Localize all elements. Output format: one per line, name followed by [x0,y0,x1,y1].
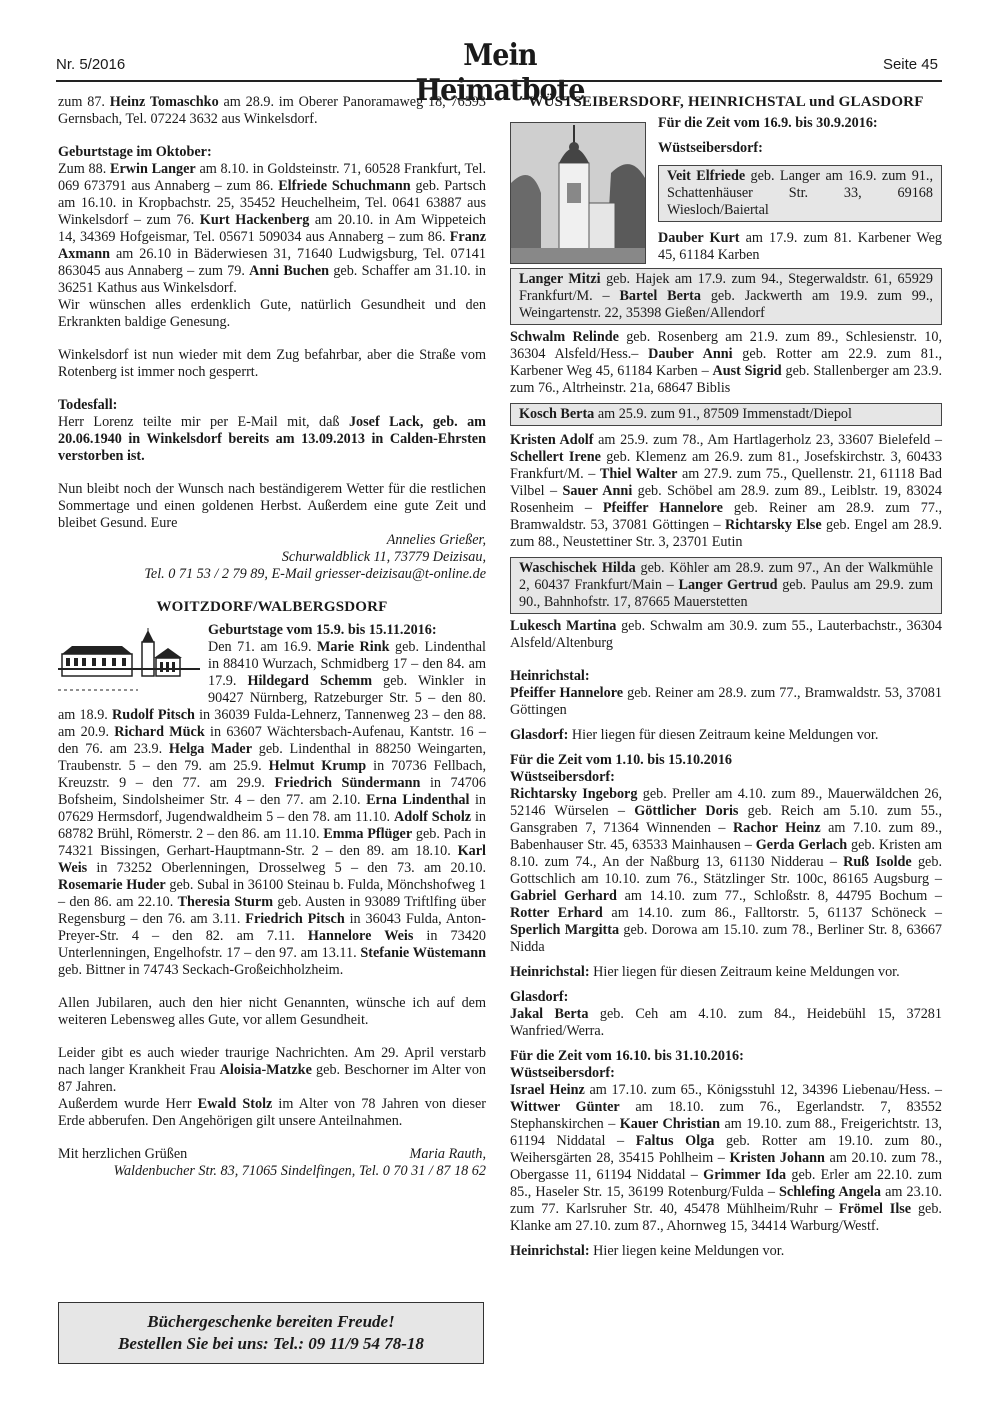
person-name: Aloisia-Matzke [219,1062,312,1078]
death-notice [58,414,486,465]
person-name: Helmut Krump [268,758,367,774]
text-fragment: am 23.10. zum 77. Karlsruher Str. 40, 45478 Mühlheim/Ruhr – [510,1184,943,1217]
person-name: Heinrichstal: [510,1243,590,1259]
person-name: Glasdorf: [510,727,569,743]
text-fragment: geb. Ceh am 4.10. zum 84., Heidebühl 15, 37281 Wanfried/Werra. [510,1006,942,1039]
issue-number: Nr. 5/2016 [56,56,126,73]
entry [510,1006,942,1040]
person-name: Ruß Isolde [843,854,912,870]
text-fragment: geb. Rosenberg am 21.9. zum 89., Schlesienstr. 10, 36304 Alsfeld/Hess.– [510,329,942,362]
text-fragment: geb. Engel am 28.9. zum 88., Neustettiner Str. 3, 23701 Eutin [510,517,942,550]
person-name: Helga Mader [168,741,253,757]
text-fragment: geb. Jackwerth am 19.9. zum 99., Weingartenstr. 22, 35398 Gießen/Allendorf [519,288,933,321]
sad-news [58,1045,486,1096]
village-heading: Wüstseibersdorf: [658,140,763,156]
text-fragment: geb. Schwalm am 30.9. zum 55., Lauterbachstr., 36304 Alsfeld/Altenburg [510,618,942,651]
entry [658,230,942,264]
text-fragment: geb. Schöbel am 28.9. zum 89., Leiblstr. 19, 83024 Rosenheim – [510,483,943,516]
text-fragment: geb. Pach in 74321 Bissingen, Gerhart-Hauptmann-Str. 2 – den 89. am 18.10. [58,826,486,859]
person-name: Göttlicher Doris [634,803,739,819]
highlight-box [510,268,942,325]
person-name: Erna Lindenthal [366,792,470,808]
glasdorf-note [510,727,942,744]
text-fragment: in 74706 Bofsheim, Sindolsheimer Str. 4 – den 77. am 2.10. [58,775,486,808]
text-fragment: geb. Reiner am 28.9. zum 77., Bramwaldstr. 53, 37081 Göttingen [510,685,942,718]
text-fragment: geb. Reiner am 28.9. zum 77., Bramwaldstr. 53, 37081 Göttingen – [510,500,943,533]
text-fragment: am 7.10. zum 89., Babenhauser Str. 45, 63533 Mainhausen – [510,820,943,853]
text-fragment: am 14.10. zum 77., Schloßstr. 8, 44795 Bochum – [616,888,942,904]
october-birthdays [58,161,486,297]
person-name: Theresia Sturm [177,894,274,910]
person-name: Heinz Tomaschko [109,94,219,110]
text-fragment: Leider gibt es auch wieder traurige Nachrichten. Am 29. April verstarb nach langer Krankheit Frau [58,1045,486,1078]
left-column [58,94,486,1180]
entry [510,432,942,551]
glasdorf-heading: Glasdorf: [510,989,569,1005]
highlight-box [510,557,942,614]
greeting-line [58,1146,486,1163]
text-fragment: am 26.10 in Bäderwiesen 31, 71640 Ludwigsburg, Tel. 07141 863045 aus Annaberg – zum 79. [58,246,486,279]
village-heading: Wüstseibersdorf: [510,1065,615,1081]
person-name: Friedrich Sündermann [274,775,421,791]
person-name: Marie Rink [317,639,390,655]
text-fragment: Zum 88. [58,161,110,177]
person-name: Dauber Kurt [658,230,740,246]
text-fragment: Herr Lorenz teilte mir per E-Mail mit, daß [58,414,349,430]
text-fragment: geb. Hajek am 17.9. zum 94., Stegerwaldstr. 61, 65929 Frankfurt/M. – [519,271,933,304]
right-column [510,94,942,1260]
person-name: Rudolf Pitsch [111,707,195,723]
text-fragment: geb. Klemenz am 26.9. zum 81., Josefskirchstr. 3, 60433 Frankfurt/M. – [510,449,943,482]
village-heading: Wüstseibersdorf: [510,769,615,785]
signature-address: Schurwaldblick 11, 73779 Deizisau, [281,549,486,565]
person-name: Veit Elfriede [667,168,746,184]
text-fragment: zum 87. [58,94,110,110]
text-fragment: geb. Köhler am 28.9. zum 97., An der Walkmühle 2, 60437 Frankfurt/Main – [519,560,934,593]
person-name: Karl Weis [58,843,486,876]
period-heading: Für die Zeit vom 16.10. bis 31.10.2016: [510,1048,744,1064]
person-name: Israel Heinz [510,1082,585,1098]
person-name: Elfriede Schuchmann [278,178,411,194]
right-title: WÜSTSEIBERSDORF, HEINRICHSTAL und GLASDORF [528,94,924,110]
text-fragment: in 73420 Unterlenningen, Engelhofstr. 17 – den 97. am 13.11. [58,928,487,961]
text-fragment: in 36043 Fulda, Anton-Preyer-Str. 4 – den 82. am 7.11. [58,911,487,944]
text-fragment: geb. Stallenberger am 23.9. zum 76., Altrheinstr. 21a, 68647 Biblis [510,363,943,396]
period-heading: Für die Zeit vom 16.9. bis 30.9.2016: [658,115,878,131]
person-name: Erwin Langer [110,161,196,177]
text-fragment: Hier liegen für diesen Zeitraum keine Meldungen vor. [589,964,900,980]
heinrichstal-note [510,964,942,981]
entry [510,329,942,397]
paragraph [58,94,486,128]
text-fragment: geb. Paulus am 29.9. zum 90., Bahnhofstr. 17, 87665 Mauerstetten [519,577,933,610]
person-name: Faltus Olga [635,1133,715,1149]
person-name: Hannelore Weis [307,928,414,944]
text-fragment: geb. Schaffer am 31.10. in 36251 Kathus aus Winkelsdorf. [58,263,486,296]
highlight-box [658,165,942,222]
text-fragment: am 28.9. im Oberer Panoramaweg 18, 76593 Gernsbach, Tel. 07224 3632 aus Winkelsdorf. [58,94,486,127]
text-fragment: geb. Klanke am 27.10. zum 87., Ahornweg 15, 34414 Warburg/Westf. [510,1201,942,1234]
person-name: Langer Mitzi [519,271,601,287]
person-name: Langer Gertrud [678,577,778,593]
promo-line-2: Bestellen Sie bei uns: Tel.: 09 11/9 54 78-18 [118,1334,424,1353]
text-fragment: Den 71. am 16.9. [208,639,318,655]
person-name: Gabriel Gerhard [510,888,617,904]
person-name: Pfeiffer Hannelore [602,500,723,516]
entry [510,618,942,652]
person-name: Aust Sigrid [712,363,782,379]
person-name: Waschischek Hilda [519,560,636,576]
person-name: Kristen Johann [729,1150,825,1166]
woitzdorf-heading: Geburtstage vom 15.9. bis 15.11.2016: [208,622,437,638]
text-fragment: Außerdem wurde Herr [58,1096,198,1112]
person-name: Friedrich Pitsch [245,911,345,927]
text-fragment: im Alter von 78 Jahren von dieser Erde abberufen. Den Angehörigen gilt unsere Anteilnahmen. [58,1096,486,1129]
signature-name: Annelies Grießer, [386,532,486,548]
text-fragment: in 68782 Brühl, Römerstr. 2 – den 86. am 11.10. [58,809,486,842]
person-name: Schellert Irene [510,449,601,465]
signature-name: Maria Rauth, [409,1146,486,1162]
text-fragment: am 25.9. zum 78., Am Hartlagerholz 23, 33607 Bielefeld – [593,432,943,448]
text-fragment: geb. Rotter am 19.10. zum 80., Weihersgärten 28, 35415 Pohlheim – [510,1133,942,1166]
person-name: Anni Buchen [249,263,330,279]
village-icon [58,628,200,692]
text-fragment: am 17.10. zum 65., Königsstuhl 12, 34396 Liebenau/Hess. – [584,1082,942,1098]
text-fragment: am 19.10. zum 88., Freigerichtstr. 13, 61194 Niddatal – [510,1116,942,1149]
person-name: Richard Mück [114,724,205,740]
text-fragment: in 36039 Fulda-Lehnerz, Tannenweg 23 – den 88. am 20.9. [58,707,487,740]
text-fragment: am 17.9. zum 81. Karbener Weg 45, 61184 Karben [658,230,943,263]
text-fragment: geb. Preller am 4.10. zum 89., Mauerwäldchen 26, 52146 Würselen – [510,786,942,819]
text-fragment: geb. Winkler in 90427 Nürnberg, Ratzeburger Str. 5 – den 80. am 18.9. [58,673,486,723]
text-fragment: geb. Lindenthal in 88250 Weingarten, Traubenstr. 5 – den 79. am 25.9. [58,741,487,774]
page-number: Seite 45 [882,56,938,73]
person-name: Grimmer Ida [703,1167,787,1183]
header-rule [56,80,942,82]
text-fragment: geb. Kristen am 8.10. zum 74., An der Naßburg 13, 61130 Nidderau – [510,837,943,870]
person-name: Richtarsky Else [725,517,822,533]
text-fragment: geb. Lindenthal in 88410 Wurzach, Schmidberg 17 – den 84. am 17.9. [208,639,486,689]
weather-wish: Nun bleibt noch der Wunsch nach beständigerem Wetter für die restlichen Sommertage und einen goldenen Herbst. Außerdem eine gute Zeit und bleibet Gesund. Eure [58,481,486,531]
person-name: Jakal Berta [510,1006,589,1022]
person-name: Josef Lack [348,414,420,430]
text-fragment: in 73252 Oberlenningen, Drosselweg 5 – den 73. am 20.10. [87,860,486,876]
text-fragment: am 8.10. in Goldsteinstr. 71, 60528 Frankfurt, Tel. 069 673791 aus Annaberg – zum 86. [58,161,486,194]
text-fragment: geb. Partsch am 16.10. in Kropbachstr. 25, 35452 Heuchelheim, Tel. 0641 63887 aus Winkelsdorf – zum 76. [58,178,486,228]
heinrichstal-note [510,1243,942,1260]
entry [510,685,942,719]
person-name: Pfeiffer Hannelore [510,685,624,701]
text-fragment: Hier liegen keine Meldungen vor. [589,1243,785,1259]
entry [510,786,942,956]
person-name: Richtarsky Ingeborg [510,786,638,802]
october-heading: Geburtstage im Oktober: [58,144,212,160]
person-name: Kristen Adolf [510,432,594,448]
heinrichstal-heading: Heinrichstal: [510,668,590,684]
text-fragment: geb. Beschorner im Alter von 87 Jahren. [58,1062,487,1095]
text-fragment: in 70736 Fellbach, Kreuzstr. 9 – den 77. am 29.9. [58,758,487,791]
person-name: Sauer Anni [562,483,633,499]
person-name: Rachor Heinz [733,820,821,836]
person-name: Stefanie Wüstemann [360,945,487,961]
greeting: Mit herzlichen Grüßen [58,1146,188,1162]
person-name: Rotter Erhard [510,905,603,921]
text-fragment: am 18.10. zum 76., Egerlandstr. 7, 83552 Stephanskirchen – [510,1099,942,1132]
woitzdorf-title: WOITZDORF/WALBERGSDORF [156,599,388,615]
person-name: Adolf Scholz [393,809,472,825]
person-name: Hildegard Schemm [247,673,373,689]
person-name: Kauer Christian [619,1116,721,1132]
entry [510,1082,942,1235]
promo-line-1: Büchergeschenke bereiten Freude! [147,1312,395,1331]
person-name: , geb. am 20.06.1940 in Winkelsdorf bereits am 13.09.2013 in Calden-Ehrsten verstorben ist. [58,414,486,464]
person-name: Kosch Berta [519,406,595,422]
person-name: Franz Axmann [58,229,486,262]
stolz-news [58,1096,486,1130]
death-heading: Todesfall: [58,397,118,413]
person-name: Frömel Ilse [838,1201,912,1217]
text-fragment: geb. Rotter am 22.9. zum 81., Karbener Weg 45, 61184 Karben – [510,346,942,379]
rail-news: Winkelsdorf ist nun wieder mit dem Zug befahrbar, aber die Straße vom Rotenberg ist immer noch gesperrt. [58,347,486,380]
person-name: Heinrichstal: [510,964,590,980]
person-name: Wittwer Günter [510,1099,620,1115]
text-fragment: geb. Gottschlich am 10.10. zum 76., Stätzlinger Str. 100c, 86165 Augsburg – [510,854,942,887]
text-fragment: in 07629 Hermsdorf, Jugendwaldheim 5 – den 78. am 11.10. [58,792,486,825]
book-promo-box [58,1302,484,1364]
signature-address: Waldenbucher Str. 83, 71065 Sindelfingen, Tel. 0 70 31 / 87 18 62 [113,1163,486,1179]
text-fragment: geb. Austen in 93089 Triftlfing über Regensburg – den 76. am 3.11. [58,894,486,927]
text-fragment: am 14.10. zum 86., Falltorstr. 5, 61137 Schöneck – [602,905,943,921]
person-name: Emma Pflüger [323,826,413,842]
text-fragment: geb. Erler am 22.10. zum 85., Haseler Str. 15, 36199 Rotenburg/Fulda – [510,1167,942,1200]
person-name: Dauber Anni [648,346,733,362]
person-name: Bartel Berta [619,288,701,304]
text-fragment: am 20.10. zum 78., Obergasse 11, 61194 Niddatal – [510,1150,943,1183]
jubilare: Allen Jubilaren, auch den hier nicht Genannten, wünsche ich auf dem weiteren Lebensweg alles Gute, vor allem Gesundheit. [58,995,486,1028]
text-fragment: geb. Subal in 36100 Steinau b. Fulda, Mönchshofweg 1 – den 86. am 22.10. [58,877,486,910]
person-name: Rosemarie Huder [58,877,166,893]
text-fragment: am 20.10. in Am Wippeteich 14, 34369 Hofgeismar, Tel. 05671 509034 aus Annaberg – zum 86. [58,212,486,245]
text-fragment: Hier liegen für diesen Zeitraum keine Meldungen vor. [568,727,879,743]
person-name: Sperlich Margitta [510,922,620,938]
text-fragment: am 25.9. zum 91., 87509 Immenstadt/Diepol [594,406,852,422]
person-name: Schwalm Relinde [510,329,619,345]
text-fragment: geb. Reich am 5.10. zum 55., Gansgraben 7, 71364 Winnenden – [510,803,943,836]
period-heading: Für die Zeit vom 1.10. bis 15.10.2016 [510,752,733,768]
person-name: Gerda Gerlach [755,837,848,853]
text-fragment: geb. Bittner in 74743 Seckach-Großeichholzheim. [58,962,344,978]
text-fragment: am 27.9. zum 75., Quellenstr. 21, 61118 Bad Vilbel – [510,466,942,499]
text-fragment: geb. Dorowa am 15.10. zum 78., Berliner Str. 8, 63667 Nidda [510,922,943,955]
person-name: Ewald Stolz [197,1096,273,1112]
masthead-logo: Mein Heimatbote [415,38,585,108]
text-fragment: in 63607 Wächtersbach-Aufenau, Kantstr. 16 – den 76. am 23.9. [58,724,486,757]
person-name: Schlefing Angela [779,1184,881,1200]
person-name: Thiel Walter [599,466,678,482]
person-name: Kurt Hackenberg [199,212,310,228]
signature-contact: Tel. 0 71 53 / 2 79 89, E-Mail griesser-deizisau@t-online.de [144,566,486,582]
highlight-box [510,403,942,426]
text-fragment: geb. Langer am 16.9. zum 91., Schattenhäuser Str. 33, 69168 Wiesloch/Baiertal [667,168,933,218]
wishes: Wir wünschen alles erdenklich Gute, natürlich Gesundheit und den Erkrankten baldige Genesung. [58,297,486,330]
person-name: Lukesch Martina [510,618,617,634]
